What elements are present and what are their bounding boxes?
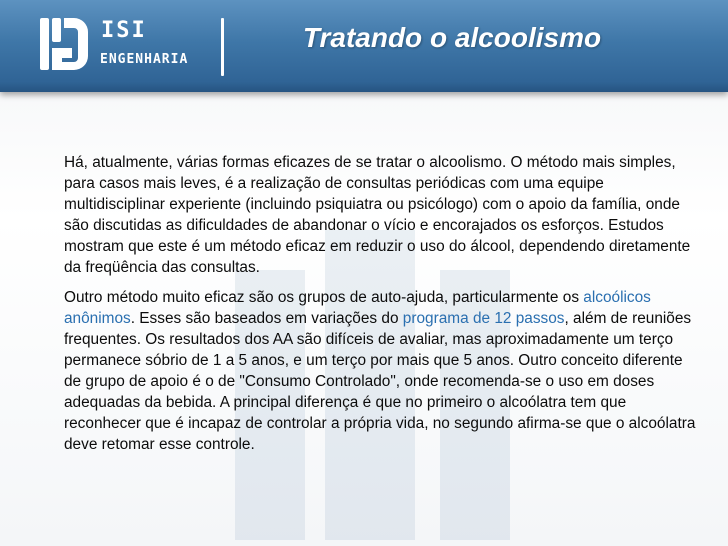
link-alcoolicos-anonimos[interactable]: alcoólicos anônimos	[64, 288, 651, 327]
paragraph-1: Há, atualmente, várias formas eficazes de se tratar o alcoolismo. O método mais simples, para casos mais leves, é a realização de consultas periódicas com uma equipe multidisciplinar experiente (incluindo psiquiatra ou psicólogo) com o apoio da família, onde são discutidas as dificuldades de abandonar o vício e encorajados os esforços. Estudos mostram que este é um método eficaz em reduzir o uso do álcool, dependendo diretamente da freqüência das consultas.	[64, 154, 691, 277]
brand-name: ISI	[101, 18, 147, 43]
header-divider	[221, 18, 224, 76]
link-programa-12-passos[interactable]: programa de 12 passos	[402, 309, 565, 327]
isi-logo-icon	[38, 14, 90, 74]
paragraph-2	[64, 287, 696, 456]
header-bar	[0, 0, 728, 92]
paragraph-2-text-b: . Esses são baseados em variações do	[130, 309, 403, 327]
slide-body	[64, 152, 696, 455]
brand-subtitle: ENGENHARIA	[100, 52, 189, 67]
paragraph-2-text-a: Outro método muito eficaz são os grupos de auto-ajuda, particularmente os	[64, 288, 584, 306]
paragraph-2-text-c: , além de reuniões frequentes. Os resultados dos AA são difíceis de avaliar, mas aproximadamente um terço permanece sóbrio de 1 a 5 anos, e um terço por mais que 5 anos. Outro conceito diferente de grupo de apoio é o de "Consumo Controlado", onde recomenda-se o uso em doses adequadas da bebida. A principal diferença é que no primeiro o alcoólatra tem que reconhecer que é incapaz de controlar a própria vida, no segundo afirma-se que o alcoólatra deve retomar esse controle.	[64, 309, 696, 454]
slide-title: Tratando o alcoolismo	[302, 22, 602, 53]
